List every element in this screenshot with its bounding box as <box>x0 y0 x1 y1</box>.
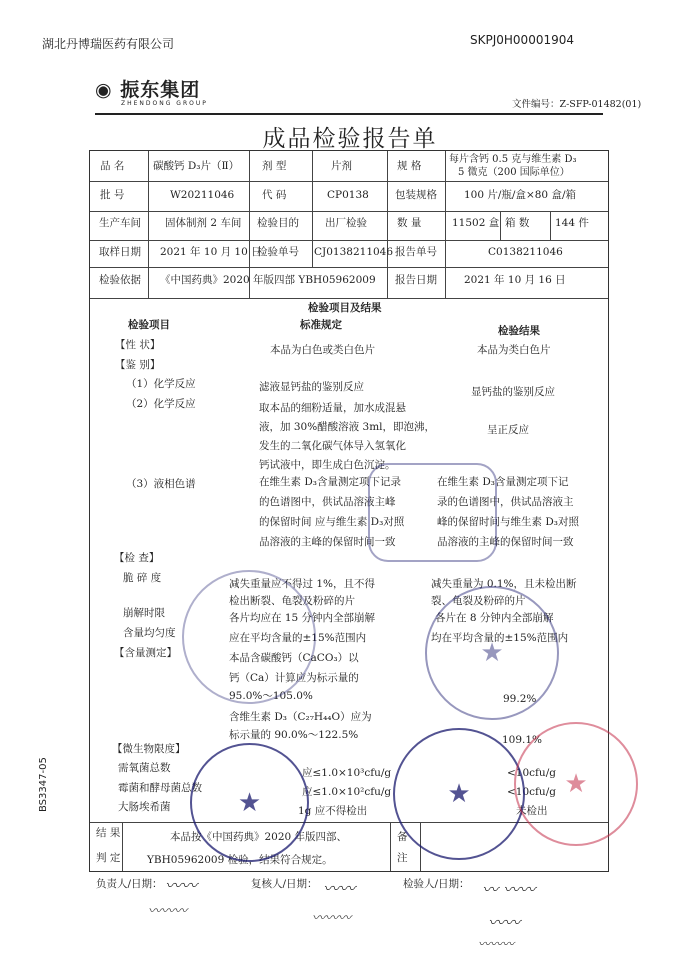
report-title: 成品检验报告单 <box>262 126 438 152</box>
item-aerobic: 需氧菌总数 <box>118 762 171 774</box>
item-check: 【检 查】 <box>114 552 160 564</box>
res-disint: 各片在 8 分钟内全部崩解 <box>435 612 554 624</box>
product-label: 品 名 <box>100 160 125 172</box>
item-ecoli: 大肠埃希菌 <box>118 801 171 813</box>
std-mold: 应≤1.0×10²cfu/g <box>302 786 392 798</box>
res-assay-2: 109.1% <box>502 734 543 746</box>
item-lc: （3）液相色谱 <box>126 478 196 490</box>
item-micro: 【微生物限度】 <box>112 743 186 755</box>
faded-seal-left <box>182 570 316 704</box>
batch-value: W20211046 <box>170 189 235 201</box>
spec-line-2: 5 微克（200 国际单位） <box>458 167 570 178</box>
col-item-header: 检验项目 <box>128 319 170 331</box>
form-value: 片剂 <box>331 160 352 172</box>
pack-label: 包装规格 <box>395 189 437 201</box>
review-signature: 〰〰 <box>323 879 356 898</box>
header-rule <box>95 113 603 115</box>
purpose-label: 检验目的 <box>257 217 299 229</box>
std-lc-3: 的保留时间 应与维生素 D₃对照 <box>259 516 405 528</box>
company-name: 湖北丹博瑞医药有限公司 <box>42 37 175 51</box>
shanxi-company-seal <box>190 743 309 862</box>
res-chem2: 呈正反应 <box>487 424 529 436</box>
sample-date-value: 2021 年 10 月 10 日 <box>160 246 262 258</box>
beijing-company-seal <box>393 728 525 860</box>
std-aerobic: 应≤1.0×10³cfu/g <box>302 767 392 779</box>
sample-date-label: 取样日期 <box>99 246 141 258</box>
section-title: 检验项目及结果 <box>308 302 382 314</box>
jiangxi-company-seal <box>514 722 638 846</box>
col-result-header: 检验结果 <box>498 325 540 337</box>
res-lc-2: 录的色谱图中，供试品溶液主 <box>437 496 574 508</box>
review-label: 复核人/日期： <box>251 878 318 890</box>
item-unif: 含量均匀度 <box>123 627 176 639</box>
code-value: CP0138 <box>327 189 369 201</box>
item-chem2: （2）化学反应 <box>126 398 196 410</box>
tester-signature-date: 〰〰〰 <box>478 937 515 951</box>
res-lc-3: 峰的保留时间与维生素 D₃对照 <box>437 516 579 528</box>
test-no-label: 检验单号 <box>257 246 299 258</box>
item-chem1: （1）化学反应 <box>126 378 196 390</box>
lead-signature: 〰〰 <box>165 876 198 895</box>
item-disint: 崩解时限 <box>123 607 165 619</box>
std-friab-2: 检出断裂、龟裂及粉碎的片 <box>229 595 355 607</box>
item-friab: 脆 碎 度 <box>123 572 162 584</box>
tester-signature-2: 〰〰 <box>488 913 521 932</box>
res-lc-4: 品溶液的主峰的保留时间一致 <box>437 536 574 548</box>
cases-value: 144 件 <box>555 217 589 229</box>
std-prop: 本品为白色或类白色片 <box>270 344 375 356</box>
batch-label: 批 号 <box>100 189 125 201</box>
seal-star-icon: ★ <box>237 787 262 818</box>
basis-label: 检验依据 <box>99 274 141 286</box>
report-date-value: 2021 年 10 月 16 日 <box>464 274 566 286</box>
std-chem1: 滤液显钙盐的鉴别反应 <box>259 381 364 393</box>
res-mold: <10cfu/g <box>507 786 556 798</box>
conclusion-label-1: 结 果 <box>96 827 121 839</box>
std-chem2-3: 发生的二氧化碳气体导入氢氧化 <box>259 440 406 452</box>
product-name: 碳酸钙 D₃片（Ⅱ） <box>153 160 240 172</box>
company-logo <box>95 75 208 107</box>
std-lc-1: 在维生素 D₃含量测定项下记录 <box>259 476 401 488</box>
form-label: 剂 型 <box>262 160 287 172</box>
spec-line-1: 每片含钙 0.5 克与维生素 D₃ <box>449 154 577 165</box>
col-std-header: 标准规定 <box>300 319 342 331</box>
tester-label: 检验人/日期： <box>403 878 470 890</box>
std-assay2-2: 标示量的 90.0%～122.5% <box>229 729 359 741</box>
seal-star-icon: ★ <box>564 769 588 799</box>
item-prop: 【性 状】 <box>115 339 161 351</box>
conclusion-line-1: 本品按《中国药典》2020 年版四部、 <box>170 831 348 843</box>
res-lc-1: 在维生素 D₃含量测定项下记 <box>437 476 569 488</box>
res-aerobic: <10cfu/g <box>507 767 556 779</box>
std-ecoli: 1g 应不得检出 <box>298 805 368 817</box>
std-lc-4: 品溶液的主峰的保留时间一致 <box>259 536 396 548</box>
report-no-value: C0138211046 <box>488 246 563 258</box>
pack-value: 100 片/瓶/盒×80 盒/箱 <box>464 189 576 201</box>
logo-subtitle: ZHENDONG GROUP <box>121 100 208 107</box>
conclusion-line-2: YBH05962009 检验，结果符合规定。 <box>147 854 333 866</box>
res-unif: 均在平均含量的±15%范围内 <box>431 632 569 644</box>
cases-label: 箱 数 <box>505 217 530 229</box>
std-friab-1: 减失重量应不得过 1%，且不得 <box>229 578 375 590</box>
tester-signature-1: 〰 〰〰 <box>482 880 536 899</box>
res-friab-1: 减失重量为 0.1%，且未检出断 <box>431 578 577 590</box>
res-friab-2: 裂、龟裂及粉碎的片 <box>431 595 526 607</box>
lead-signature-date: 〰〰〰 <box>148 904 188 919</box>
std-chem2-1: 取本品的细粉适量，加水成混悬 <box>259 402 406 414</box>
std-assay-3: 95.0%～105.0% <box>229 690 313 702</box>
std-assay-1: 本品含碳酸钙（CaCO₃）以 <box>229 652 359 664</box>
std-assay2-1: 含维生素 D₃（C₂₇H₄₄O）应为 <box>229 711 372 723</box>
std-chem2-2: 液，加 30%醋酸溶液 3ml，即泡沸， <box>259 421 436 433</box>
conclusion-label-2: 判 定 <box>96 852 121 864</box>
qc-seal-right: ★ <box>425 586 559 720</box>
test-no-value: CJ0138211046 <box>314 246 394 258</box>
res-assay-1: 99.2% <box>503 693 537 705</box>
report-no-label: 报告单号 <box>395 246 437 258</box>
std-disint: 各片均应在 15 分钟内全部崩解 <box>229 612 376 624</box>
spec-label: 规 格 <box>397 160 422 172</box>
side-code: BS3347-05 <box>38 757 49 812</box>
logo-text: 振东集团 <box>120 79 201 101</box>
std-chem2-4: 钙试液中，即生成白色沉淀。 <box>259 459 396 471</box>
remark-label-2: 注 <box>397 852 408 864</box>
res-ecoli: 未检出 <box>516 805 548 817</box>
item-mold: 霉菌和酵母菌总数 <box>118 782 202 794</box>
item-ident: 【鉴 别】 <box>115 359 161 371</box>
purpose-value: 出厂检验 <box>325 217 367 229</box>
logo-icon: ◉ <box>95 79 113 101</box>
code-label: 代 码 <box>262 189 287 201</box>
basis-value: 《中国药典》2020 年版四部 YBH05962009 <box>160 274 376 286</box>
lead-label: 负责人/日期： <box>96 878 163 890</box>
item-assay: 【含量测定】 <box>114 647 177 659</box>
qc-stamp-rect <box>368 463 497 562</box>
std-assay-2: 钙（Ca）计算应为标示量的 <box>229 672 359 684</box>
qty-value: 11502 盒 <box>452 217 500 229</box>
workshop-label: 生产车间 <box>99 217 141 229</box>
res-prop: 本品为类白色片 <box>477 344 551 356</box>
res-chem1: 显钙盐的鉴别反应 <box>471 386 555 398</box>
std-unif: 应在平均含量的±15%范围内 <box>229 632 367 644</box>
remark-label-1: 备 <box>397 831 408 843</box>
document-code: SKPJ0H00001904 <box>470 33 574 47</box>
report-date-label: 报告日期 <box>395 274 437 286</box>
qty-label: 数 量 <box>397 217 422 229</box>
workshop-value: 固体制剂 2 车间 <box>165 217 242 229</box>
seal-star-icon: ★ <box>447 779 471 809</box>
review-signature-date: 〰〰〰 <box>312 911 352 926</box>
std-lc-2: 的色谱图中，供试品溶液主峰 <box>259 496 396 508</box>
file-number: 文件编号：Z-SFP-01482(01) <box>512 99 642 110</box>
